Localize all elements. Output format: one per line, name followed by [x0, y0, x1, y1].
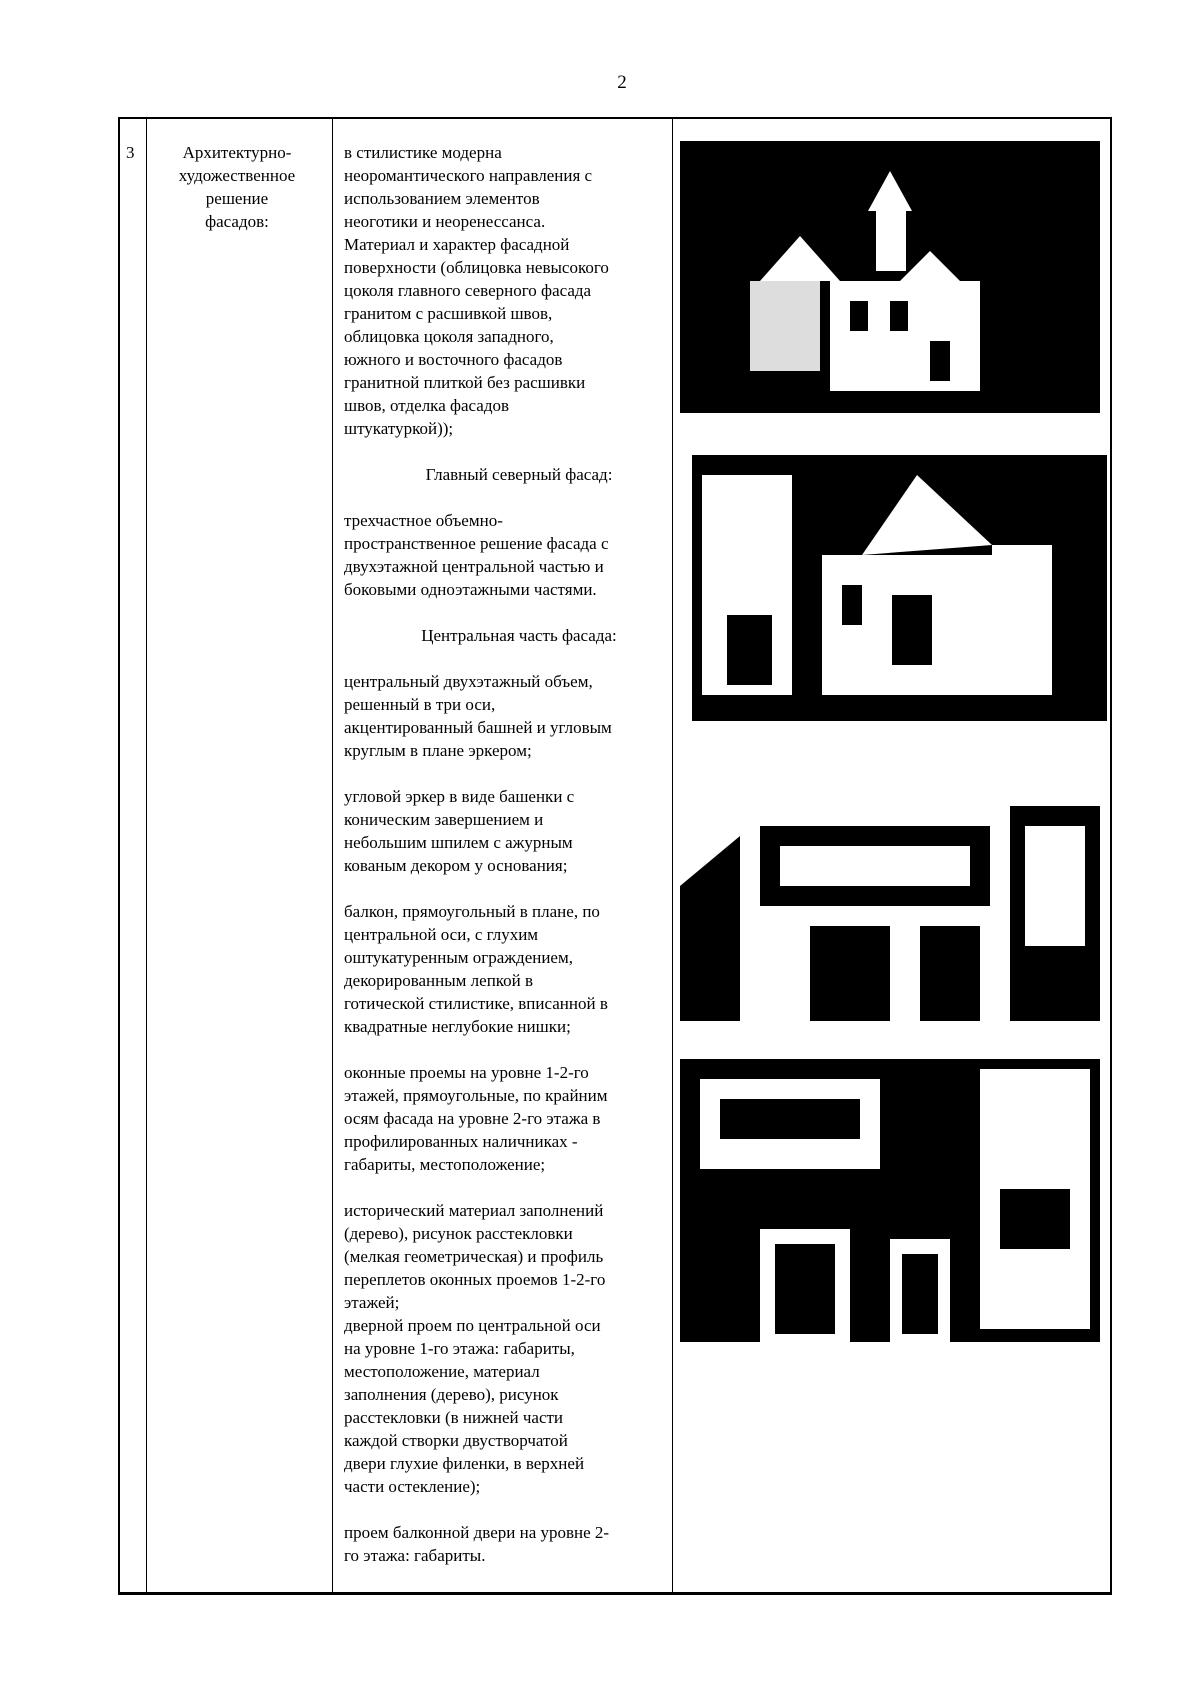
facade-photo-2	[692, 455, 1107, 721]
description-paragraph: угловой эркер в виде башенки с коническим завершением и небольшим шпилем с ажурным кованым декором у основания;	[344, 787, 575, 875]
facade-table	[118, 117, 1112, 1595]
row-number: 3	[126, 143, 135, 162]
description-paragraph: оконные проемы на уровне 1-2-го этажей, прямоугольные, по крайним осям фасада на уровне 2-го этажа в профилированных наличниках - габариты, местоположение;	[344, 1063, 608, 1174]
facade-photo-3	[680, 766, 1100, 1021]
facade-photo-1	[680, 141, 1100, 413]
row-heading: Архитектурно- художественное решение фасадов:	[178, 143, 296, 231]
facade-photo-4	[680, 1059, 1100, 1342]
description-paragraph: балкон, прямоугольный в плане, по центральной оси, с глухим оштукатуренным ограждением, декорированным лепкой в готической стилистике, вписанной в квадратные неглубокие нишки;	[344, 902, 608, 1036]
column-divider	[332, 119, 333, 1592]
description-paragraph: исторический материал заполнений (дерево), рисунок расстекловки (мелкая геометрическая) и профиль переплетов оконных проемов 1-2-го этажей;	[344, 1201, 606, 1312]
description-column	[344, 141, 674, 1567]
column-divider	[146, 119, 147, 1592]
page-number: 2	[617, 72, 627, 93]
description-paragraph: в стилистике модерна неоромантического направления с использованием элементов неоготики и неоренессанса. Материал и характер фасадной поверхности (облицовка невысокого цоколя главного северного фасада гранитом с расшивкой швов, облицовка цоколя западного, южного и восточного фасадов гранитной плиткой без расшивки швов, отделка фасадов штукатуркой));	[344, 143, 609, 438]
description-paragraph: трехчастное объемно- пространственное решение фасада с двухэтажной центральной частью и боковыми одноэтажными частями.	[344, 511, 609, 599]
description-paragraph: дверной проем по центральной оси на уровне 1-го этажа: габариты, местоположение, материал заполнения (дерево), рисунок расстекловки (в нижней части каждой створки двустворчатой двери глухие филенки, в верхней части остекление);	[344, 1316, 601, 1496]
description-paragraph: проем балконной двери на уровне 2- го этажа: габариты.	[344, 1523, 610, 1565]
description-paragraph: центральный двухэтажный объем, решенный в три оси, акцентированный башней и угловым круглым в плане эркером;	[344, 672, 612, 760]
description-paragraph: Главный северный фасад:	[425, 465, 613, 484]
description-paragraph: Центральная часть фасада:	[421, 626, 617, 645]
